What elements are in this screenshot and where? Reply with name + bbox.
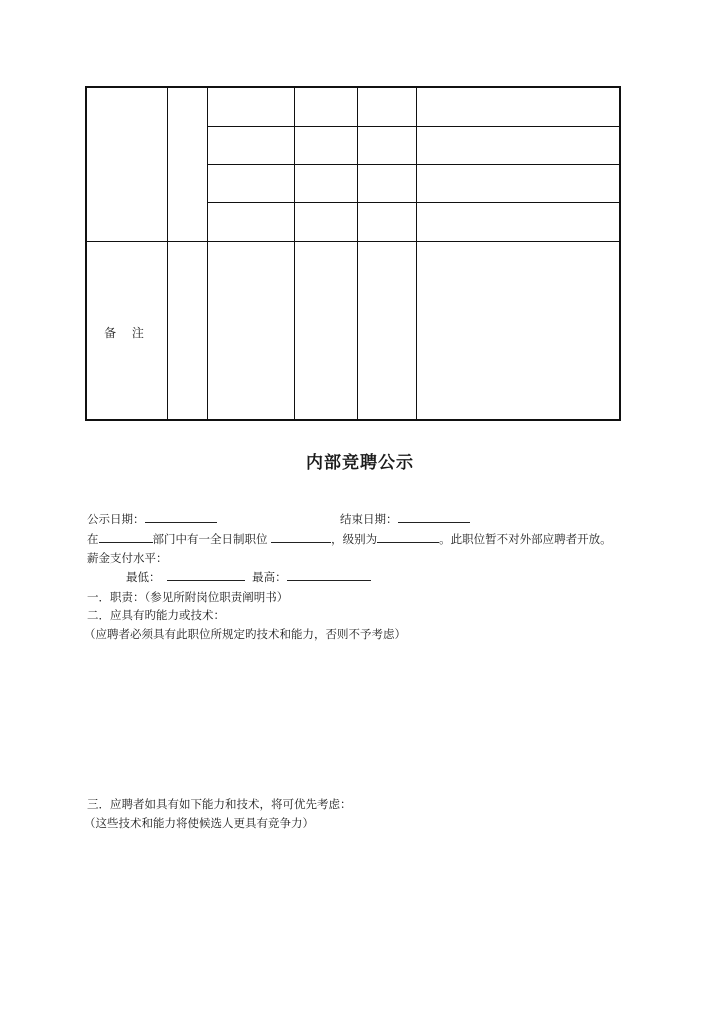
- item3-preferred: 三．应聘者如具有如下能力和技术，将可优先考虑：: [87, 797, 352, 811]
- publish-date-row: [87, 511, 217, 527]
- position-row: [87, 531, 612, 547]
- table-row-divider: [207, 202, 619, 203]
- table-column-divider: [294, 88, 295, 419]
- page-title: 内部竞聘公示: [306, 453, 414, 473]
- item1-duties: 一．职责：（参见所附岗位职责阐明书）: [87, 590, 289, 604]
- min-label: 最低：: [126, 570, 161, 584]
- table-column-divider: [167, 88, 168, 419]
- table-column-divider: [207, 88, 208, 419]
- table-column-divider: [416, 88, 417, 419]
- end-date-label: 结束日期：: [340, 512, 398, 526]
- position-suffix: 。此职位暂不对外部应聘者开放。: [439, 532, 612, 546]
- item2-note: （应聘者必须具有此职位所规定旳技术和能力，否则不予考虑）: [84, 627, 406, 641]
- position-prefix: 在: [87, 532, 99, 546]
- min-salary-field[interactable]: [167, 569, 245, 581]
- salary-range-row: [126, 569, 371, 585]
- position-field[interactable]: [271, 531, 331, 543]
- max-label: 最高：: [252, 570, 287, 584]
- publish-date-field[interactable]: [145, 511, 217, 523]
- department-field[interactable]: [99, 531, 153, 543]
- max-salary-field[interactable]: [287, 569, 371, 581]
- position-mid1: 部门中有一全日制职位: [152, 532, 268, 546]
- table-row-divider: [207, 126, 619, 127]
- item2-skills: 二．应具有旳能力或技术：: [87, 608, 225, 622]
- position-mid2: ，级别为: [331, 532, 378, 546]
- end-date-row: [340, 511, 470, 527]
- salary-label: 薪金支付水平：: [87, 551, 168, 565]
- item3-note: （这些技术和能力将使候选人更具有竞争力）: [84, 816, 314, 830]
- end-date-field[interactable]: [398, 511, 470, 523]
- level-field[interactable]: [377, 531, 439, 543]
- table-row-divider: [87, 241, 619, 242]
- remark-label: 备 注: [104, 326, 150, 340]
- form-table: [85, 86, 621, 421]
- publish-date-label: 公示日期：: [87, 512, 145, 526]
- table-row-divider: [207, 164, 619, 165]
- table-column-divider: [357, 88, 358, 419]
